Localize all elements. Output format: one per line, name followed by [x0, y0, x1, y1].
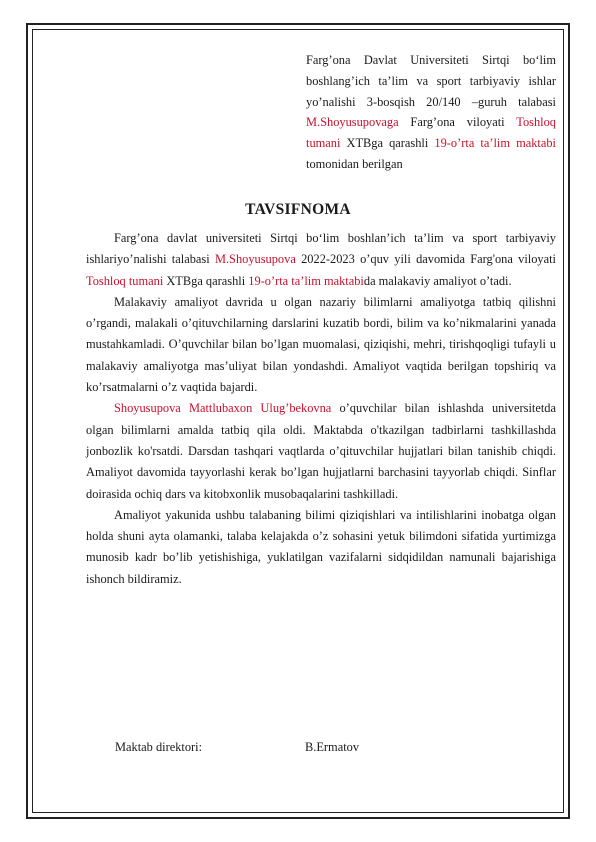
paragraph-text: da malakaviy amaliyot o’tadi.	[363, 273, 512, 288]
document-title: TAVSIFNOMA	[245, 201, 351, 218]
paragraph-text: XTBga qarashli	[163, 273, 249, 288]
address-text: tomonidan berilgan	[306, 156, 403, 171]
paragraph-3	[86, 398, 556, 504]
paragraph-text: 2022-2023 o’quv yili davomida Farg'ona viloyati	[295, 252, 556, 267]
paragraph-4: Amaliyot yakunida ushbu talabaning bilimi qiziqishlari va intilishlarini inobatga olgan holda shuni ayta olamanki, talaba kelajakda o’z sohasini yetuk bilimdoni sifatida yurtimizga munosib kadr bo’lib yetishishiga, yuklatilgan vazifalarni sidqidildan namunali bajarishiga ishonch bildiramiz.	[86, 507, 556, 586]
student-name: M.Shoyusupovaga	[306, 115, 399, 130]
address-text: XTBga qarashli	[340, 136, 435, 151]
address-text: Farg’ona viloyati	[398, 115, 517, 130]
address-block	[306, 50, 556, 175]
address-text: Farg’ona Davlat Universiteti Sirtqi bo‘lim boshlang’ich ta’lim va sport tarbiyaviy ishlar yo’nalishi 3-bosqish 20/140 –guruh talabasi	[306, 53, 556, 109]
paragraph-2: Malakaviy amaliyot davrida u olgan nazariy bilimlarni amaliyotga tatbiq qilishni o’rgandi, malakali o’qituvchilarning darslarini kuzatib bordi, bilim va ko’nikmalarini yanada mustahkamladi. O’quvchilar bilan bo’lgan muomalasi, qiziqishi, mehri, tirishqoqligi tufayli u malakaviy amaliyotga mas’uliyat bilan yondashdi. Amaliyot vaqtida berilgan topshiriq va ko’rsatmalarni o’z vaqtida bajardi.	[86, 294, 556, 395]
signature-name: B.Ermatov	[305, 740, 360, 754]
district-name: Toshloq tumani	[306, 115, 556, 151]
paragraph-text: o’quvchilar bilan ishlashda universitetda olgan bilimlarni amalda tatbiq qila oldi. Maktabda o'tkazilgan tadbirlarni tashkillashda jonbozlik ko'rsatdi. Darsdan tashqari vaqtlarda o’qituvchilar hujjatlari bilan tanishib chiqdi. Amaliyot davomida tayyorlashi kerak bo’lgan hujjatlarni barchasini tayyorlab chiqdi. Sinflar doirasida ochiq dars va kitobxonlik musobaqalarini tashkilladi.	[86, 401, 556, 501]
student-full-name: Shoyusupova Mattlubaxon Ulug’bekovna	[114, 401, 332, 416]
document-body	[86, 228, 556, 590]
paragraph-text: Farg’ona davlat universiteti Sirtqi bo‘lim boshlan’ich ta’lim va sport tarbiyaviy ishlariyo’nalishi talabasi	[86, 231, 556, 267]
signature-role: Maktab direktori:	[115, 740, 203, 754]
student-name: M.Shoyusupova	[214, 252, 296, 267]
paragraph-1	[86, 228, 556, 292]
school-name: 19-o’rta ta’lim maktabi	[248, 273, 364, 288]
district-name: Toshloq tumani	[86, 273, 164, 288]
school-name: 19-o’rta ta’lim maktabi	[434, 136, 556, 151]
